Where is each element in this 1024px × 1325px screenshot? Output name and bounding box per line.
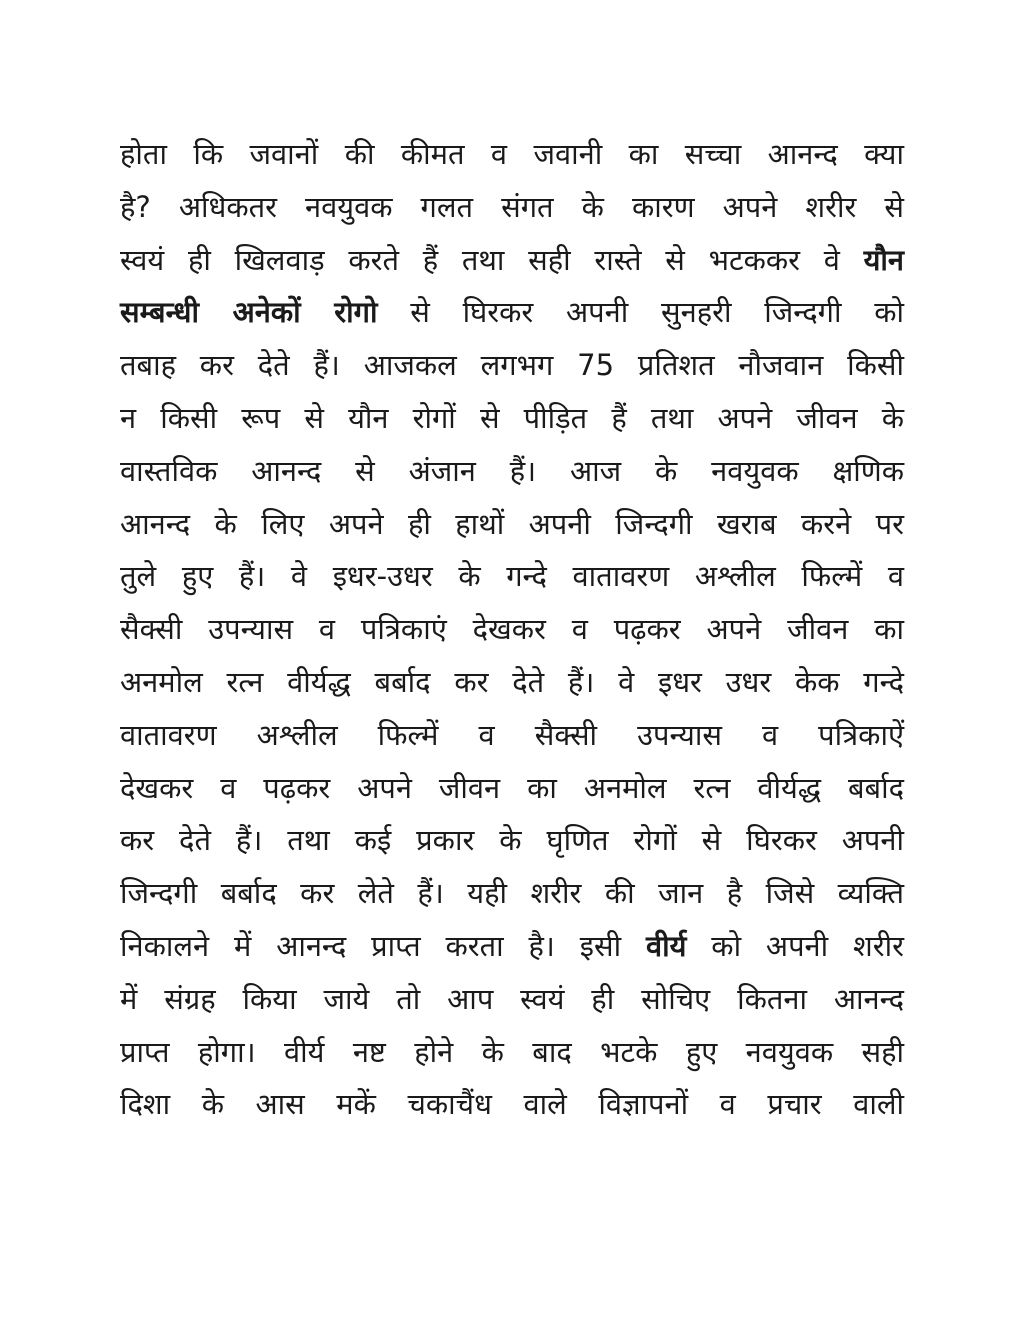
text-line	[120, 1026, 904, 1079]
bold-text-segment: सम्बन्धी अनेकों रोगो	[120, 295, 378, 330]
text-segment: न किसी रूप से यौन रोगों से पीड़ित हैं तथा अपने जीवन के	[120, 400, 904, 435]
text-segment: दिशा के आस मकें चकाचैंध वाले विज्ञापनों व प्रचार वाली	[120, 1087, 904, 1122]
text-line	[120, 286, 904, 339]
text-segment: को अपनी शरीर	[686, 928, 904, 963]
text-line	[120, 762, 904, 815]
text-segment: आनन्द के लिए अपने ही हाथों अपनी जिन्दगी खराब करने पर	[120, 506, 904, 541]
bold-text-segment: वीर्य	[645, 928, 687, 963]
text-line	[120, 550, 904, 603]
text-segment: है? अधिकतर नवयुवक गलत संगत के कारण अपने शरीर से	[120, 189, 904, 224]
bold-text-segment: यौन	[863, 242, 904, 277]
text-segment: अनमोल रत्न वीर्यद्ध बर्बाद कर देते हैं। वे इधर उधर केक गन्दे	[120, 664, 904, 699]
text-line	[120, 234, 904, 287]
text-segment: कर देते हैं। तथा कई प्रकार के घृणित रोगों से घिरकर अपनी	[120, 823, 904, 858]
text-line	[120, 445, 904, 498]
text-line	[120, 1078, 904, 1131]
text-line	[120, 603, 904, 656]
text-line	[120, 867, 904, 920]
text-line	[120, 973, 904, 1026]
text-line	[120, 656, 904, 709]
text-line	[120, 709, 904, 762]
text-segment: होता कि जवानों की कीमत व जवानी का सच्चा आनन्द क्या	[120, 137, 904, 171]
text-line	[120, 498, 904, 551]
text-segment: प्राप्त होगा। वीर्य नष्ट होने के बाद भटके हुए नवयुवक सही	[120, 1034, 904, 1069]
text-segment: स्वयं ही खिलवाड़ करते हैं तथा सही रास्ते से भटककर वे	[120, 242, 864, 277]
text-line	[120, 392, 904, 445]
text-segment: वास्तविक आनन्द से अंजान हैं। आज के नवयुवक क्षणिक	[120, 453, 904, 488]
text-segment: निकालने में आनन्द प्राप्त करता है। इसी	[120, 928, 646, 963]
text-line	[120, 181, 904, 234]
text-segment: से घिरकर अपनी सुनहरी जिन्दगी को	[377, 295, 904, 330]
text-segment: देखकर व पढ़कर अपने जीवन का अनमोल रत्न वीर्यद्ध बर्बाद	[120, 770, 904, 805]
text-line	[120, 339, 904, 392]
text-line	[120, 128, 904, 181]
text-line	[120, 920, 904, 973]
text-segment: जिन्दगी बर्बाद कर लेते हैं। यही शरीर की जान है जिसे व्यक्ति	[120, 876, 904, 911]
text-segment: सैक्सी उपन्यास व पत्रिकाएं देखकर व पढ़कर अपने जीवन का	[120, 612, 904, 647]
text-segment: तुले हुए हैं। वे इधर-उधर के गन्दे वातावरण अश्लील फिल्में व	[120, 559, 904, 594]
text-line	[120, 814, 904, 867]
body-paragraph	[120, 128, 904, 1131]
text-segment: वातावरण अश्लील फिल्में व सैक्सी उपन्यास व पत्रिकाऐं	[120, 717, 904, 752]
text-segment: तबाह कर देते हैं। आजकल लगभग 75 प्रतिशत नौजवान किसी	[120, 348, 904, 383]
text-segment: में संग्रह किया जाये तो आप स्वयं ही सोचिए कितना आनन्द	[120, 981, 904, 1016]
